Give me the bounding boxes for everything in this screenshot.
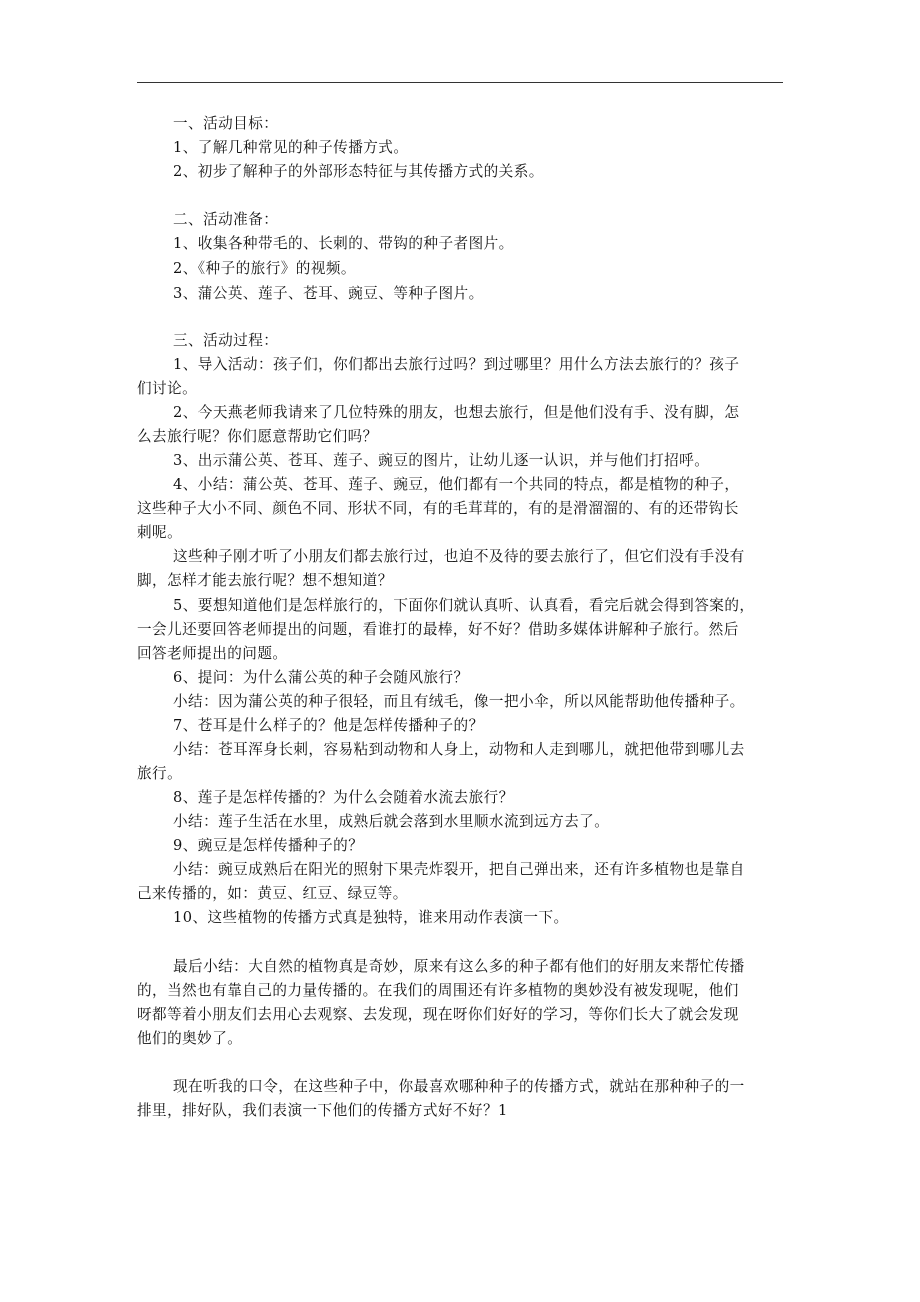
paragraph-line: 脚，怎样才能去旅行呢？想不想知道？ xyxy=(137,572,393,589)
paragraph-line: 7、苍耳是什么样子的？他是怎样传播种子的？ xyxy=(173,717,484,734)
paragraph-line: 8、莲子是怎样传播的？为什么会随着水流去旅行？ xyxy=(173,789,514,806)
paragraph-line: 么去旅行呢？你们愿意帮助它们吗？ xyxy=(137,428,378,445)
section-heading: 三、活动过程： xyxy=(173,332,279,349)
paragraph-line: 5、要想知道他们是怎样旅行的，下面你们就认真听、认真看，看完后就会得到答案的， xyxy=(173,597,755,614)
list-item: 3、蒲公英、莲子、苍耳、豌豆、等种子图片。 xyxy=(173,285,484,302)
list-item: 2、《种子的旅行》的视频。 xyxy=(173,260,356,277)
paragraph-line: 旅行。 xyxy=(137,765,183,782)
paragraph-line: 回答老师提出的问题。 xyxy=(137,645,288,662)
paragraph-line: 刺呢。 xyxy=(137,524,183,541)
header-rule xyxy=(137,82,783,83)
section-heading: 二、活动准备： xyxy=(173,211,279,228)
paragraph-line: 1、导入活动：孩子们，你们都出去旅行过吗？到过哪里？用什么方法去旅行的？孩子 xyxy=(173,356,740,373)
list-item: 2、初步了解种子的外部形态特征与其传播方式的关系。 xyxy=(173,163,544,180)
paragraph-line: 10、这些植物的传播方式真是独特，谁来用动作表演一下。 xyxy=(173,909,569,926)
paragraph-line: 小结：莲子生活在水里，成熟后就会落到水里顺水流到远方去了。 xyxy=(173,813,610,830)
paragraph-line: 己来传播的，如：黄豆、红豆、绿豆等。 xyxy=(137,885,408,902)
list-item: 1、收集各种带毛的、长刺的、带钩的种子者图片。 xyxy=(173,235,514,252)
paragraph-line: 小结：豌豆成熟后在阳光的照射下果壳炸裂开，把自己弹出来，还有许多植物也是靠自 xyxy=(173,861,745,878)
summary-line: 呀都等着小朋友们去用心去观察、去发现，现在呀你们好好的学习，等你们长大了就会发现 xyxy=(137,1006,739,1023)
paragraph-line: 小结：因为蒲公英的种子很轻，而且有绒毛，像一把小伞，所以风能帮助他传播种子。 xyxy=(173,693,745,710)
paragraph-line: 9、豌豆是怎样传播种子的？ xyxy=(173,837,364,854)
paragraph-line: 3、出示蒲公英、苍耳、莲子、豌豆的图片，让幼儿逐一认识，并与他们打招呼。 xyxy=(173,452,710,469)
paragraph-line: 这些种子大小不同、颜色不同、形状不同，有的毛茸茸的，有的是滑溜溜的、有的还带钩长 xyxy=(137,500,739,517)
paragraph-line: 6、提问：为什么蒲公英的种子会随风旅行？ xyxy=(173,669,469,686)
summary-line: 他们的奥妙了。 xyxy=(137,1030,243,1047)
section-heading: 一、活动目标： xyxy=(173,115,279,132)
closing-line: 排里，排好队，我们表演一下他们的传播方式好不好？1 xyxy=(137,1102,508,1119)
paragraph-line: 这些种子刚才听了小朋友们都去旅行过，也迫不及待的要去旅行了，但它们没有手没有 xyxy=(173,548,745,565)
paragraph-line: 2、今天燕老师我请来了几位特殊的朋友，也想去旅行，但是他们没有手、没有脚，怎 xyxy=(173,404,740,421)
paragraph-line: 们讨论。 xyxy=(137,380,198,397)
closing-line: 现在听我的口令，在这些种子中，你最喜欢哪种种子的传播方式，就站在那种种子的一 xyxy=(173,1078,745,1095)
list-item: 1、了解几种常见的种子传播方式。 xyxy=(173,139,409,156)
paragraph-line: 一会儿还要回答老师提出的问题，看谁打的最棒，好不好？借助多媒体讲解种子旅行。然后 xyxy=(137,621,739,638)
summary-line: 的，当然也有靠自己的力量传播的。在我们的周围还有许多植物的奥妙没有被发现呢，他们 xyxy=(137,982,739,999)
paragraph-line: 小结：苍耳浑身长刺，容易粘到动物和人身上，动物和人走到哪儿，就把他带到哪儿去 xyxy=(173,741,745,758)
paragraph-line: 4、小结：蒲公英、苍耳、莲子、豌豆，他们都有一个共同的特点，都是植物的种子， xyxy=(173,476,740,493)
summary-line: 最后小结：大自然的植物真是奇妙，原来有这么多的种子都有他们的好朋友来帮忙传播 xyxy=(173,958,745,975)
